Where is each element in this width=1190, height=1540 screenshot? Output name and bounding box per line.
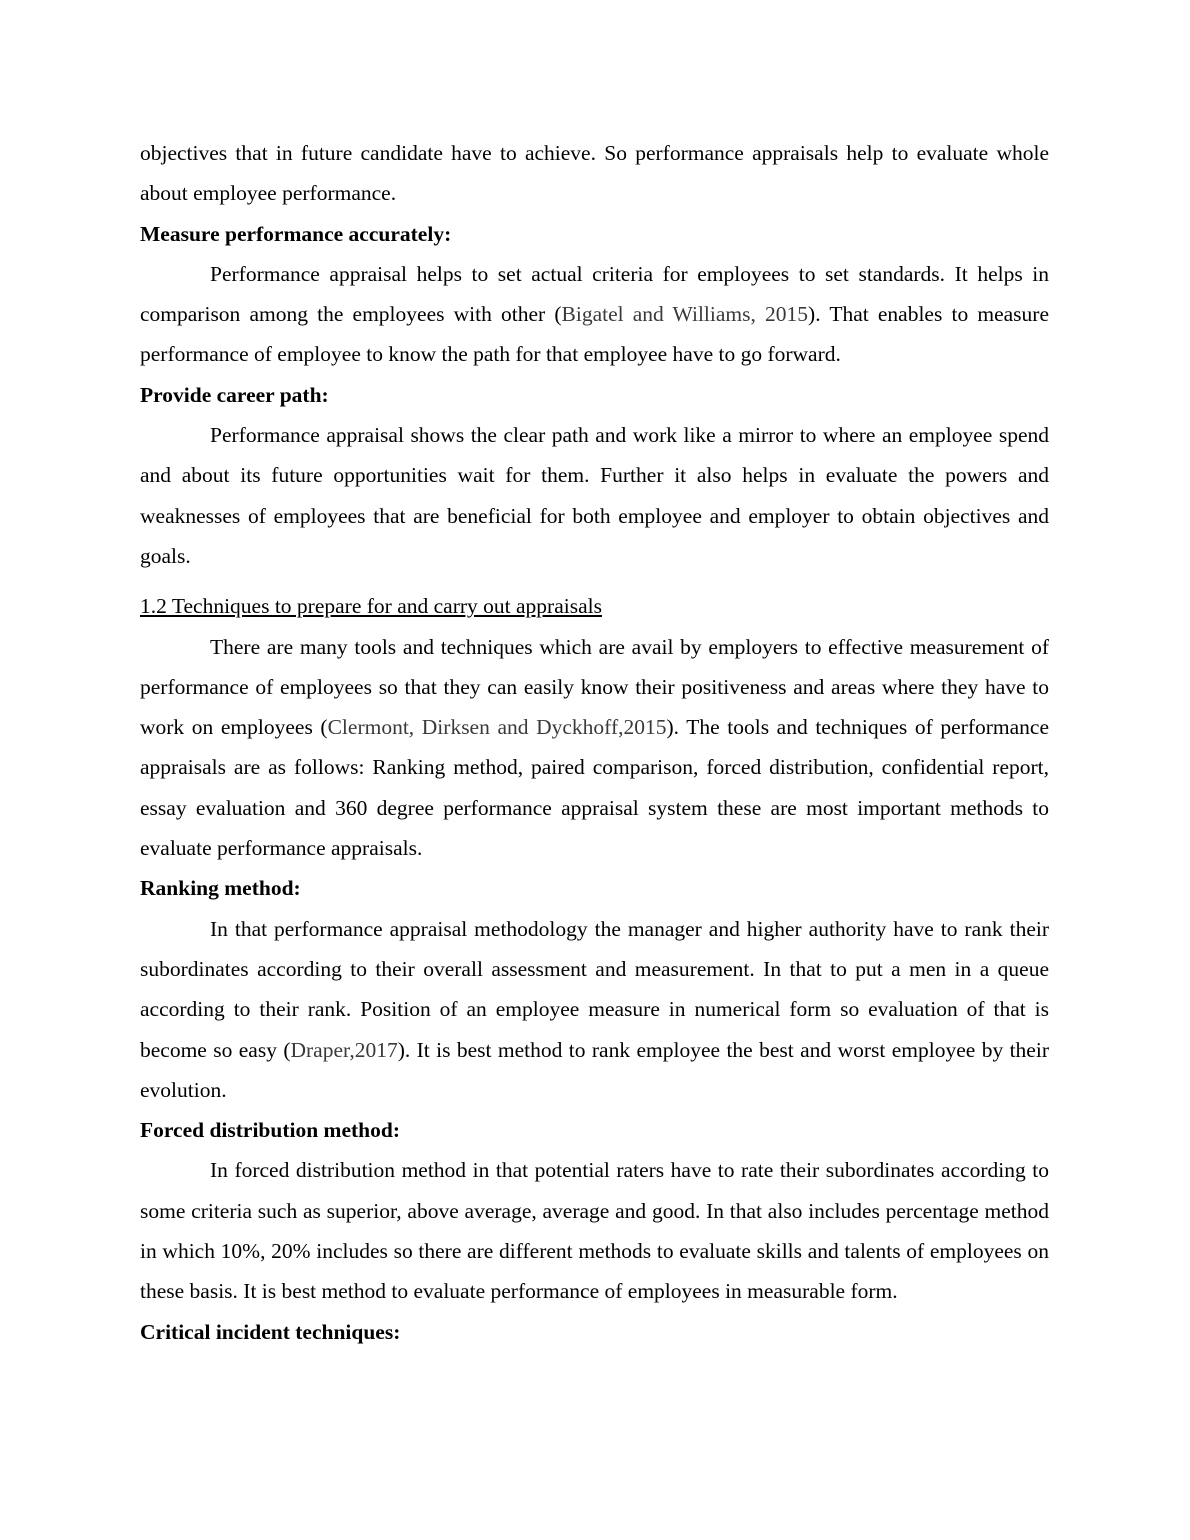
paragraph-ranking-method bbox=[140, 909, 1049, 1110]
paragraph-techniques bbox=[140, 627, 1049, 869]
citation-clermont: Clermont, Dirksen and Dyckhoff,2015 bbox=[327, 715, 667, 740]
paragraph-text: ). The tools and techniques of performance appraisals are as follows: Ranking method, paired comparison, forced distribution, confidential report, essay evaluation and 360 degree performance appraisal system these are most important methods to evaluate performance appraisals. bbox=[140, 715, 1049, 861]
heading-measure-performance: Measure performance accurately: bbox=[140, 221, 452, 246]
paragraph-text: There are many tools and techniques which are avail by employers to effective measurement of performance of employees so that they can easily know their positiveness and areas where they have to work on employees ( bbox=[140, 634, 1049, 740]
paragraph-intro-continuation: objectives that in future candidate have to achieve. So performance appraisals help to evaluate whole about employee performance. bbox=[140, 141, 1049, 206]
paragraph-text: ). It is best method to rank employee the best and worst employee by their evolution. bbox=[140, 1037, 1049, 1102]
paragraph-text: Performance appraisal helps to set actual criteria for employees to set standards. It helps in comparison among the employees with other ( bbox=[140, 261, 1049, 327]
heading-ranking-method: Ranking method: bbox=[140, 876, 301, 901]
paragraph-text: In that performance appraisal methodology the manager and higher authority have to rank their subordinates according to their overall assessment and measurement. In that to put a men in a queue according to their rank. Position of an employee measure in numerical form so evaluation of that is become so easy ( bbox=[140, 916, 1049, 1062]
paragraph-measure-performance bbox=[140, 254, 1049, 375]
heading-forced-distribution: Forced distribution method: bbox=[140, 1118, 400, 1143]
citation-bigatel: Bigatel and Williams, 2015 bbox=[561, 302, 809, 327]
section-title-techniques: 1.2 Techniques to prepare for and carry out appraisals bbox=[140, 594, 602, 619]
paragraph-forced-distribution: In forced distribution method in that potential raters have to rate their subordinates according to some criteria such as superior, above average, average and good. In that also includes percentage method in which 10%, 20% includes so there are different methods to evaluate skills and talents of employees on these basis. It is best method to evaluate performance of employees in measurable form. bbox=[140, 1158, 1049, 1304]
paragraph-career-path: Performance appraisal shows the clear path and work like a mirror to where an employee spend and about its future opportunities wait for them. Further it also helps in evaluate the powers and weaknesses of employees that are beneficial for both employee and employer to obtain objectives and goals. bbox=[140, 423, 1049, 568]
paragraph-text: ). That enables to measure performance of employee to know the path for that employee have to go forward. bbox=[140, 302, 1049, 367]
heading-career-path: Provide career path: bbox=[140, 382, 329, 407]
document-page bbox=[140, 133, 1049, 1352]
citation-draper: Draper,2017 bbox=[290, 1037, 398, 1062]
heading-critical-incident: Critical incident techniques: bbox=[140, 1319, 401, 1344]
